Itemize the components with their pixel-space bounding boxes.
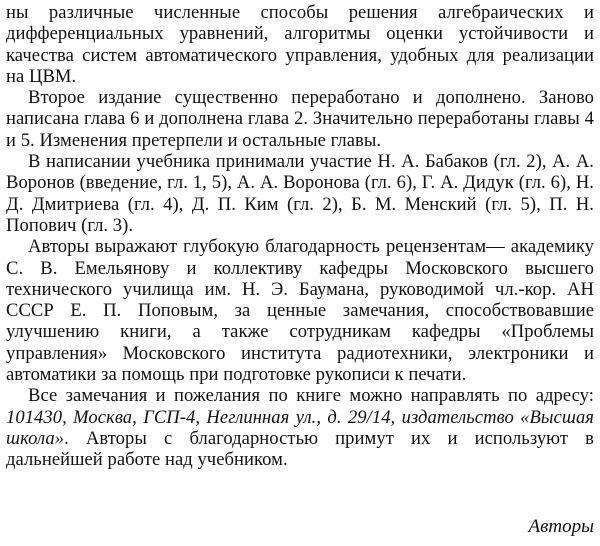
paragraph-4: Авторы выражают глубокую благодарность рецензентам— академику С. В. Емельянову и коллективу кафедры Московского высшего технического училища им. Н. Э. Баумана, руководимой чл.-кор. АН СССР Е. П. Поповым, за ценные замечания, способствовавшие улучшению книги, а также сотрудникам кафедры «Проблемы управления» Московского института радиотехники, электроники и автоматики за помощь при подготовке рукописи к печати. <box>6 236 594 386</box>
paragraph-3: В написании учебника принимали участие Н. А. Бабаков (гл. 2), А. А. Воронов (введение, гл. 1, 5), А. А. Воронова (гл. 6), Г. А. Дидук (гл. 6), Н. Д. Дмитриева (гл. 4), Д. П. Ким (гл. 2), Б. М. Менский (гл. 5), П. Н. Попович (гл. 3). <box>6 151 594 236</box>
publisher-address: 101430, Москва, ГСП-4, Неглинная ул., д. 29/14, издательство «Высшая школа» <box>6 406 594 449</box>
paragraph-5 <box>6 385 594 470</box>
paragraph-1: ны различные численные способы решения алгебраических и дифференциальных уравнений, алгоритмы оценки устойчивости и качества систем автоматического управления, удобных для реализации на ЦВМ. <box>6 2 594 87</box>
paragraph-5-tail: . Авторы с благодарностью примут их и используют в дальнейшей работе над учебником. <box>6 427 594 471</box>
authors-signature: Авторы <box>528 516 594 537</box>
paragraph-5-lead: Все замечания и пожелания по книге можно направлять по адресу: <box>28 385 594 407</box>
paragraph-2: Второе издание существенно переработано и дополнено. Заново написана глава 6 и дополнена глава 2. Значительно переработаны главы 4 и 5. Изменения претерпели и остальные главы. <box>6 87 594 151</box>
